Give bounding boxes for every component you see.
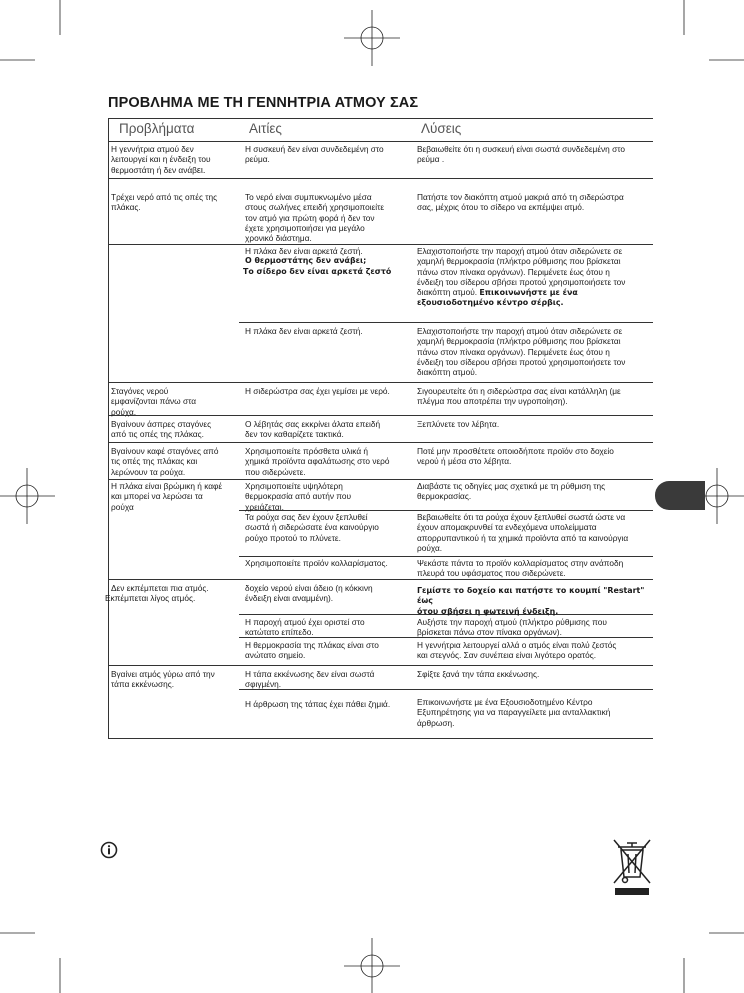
troubleshooting-table xyxy=(105,118,653,739)
crossed-out-bin-icon xyxy=(611,837,653,901)
problem-cell: Βγαίνουν άσπρες σταγόνες από τις οπές της πλάκας. xyxy=(111,419,212,440)
cause-cell: Η πλάκα δεν είναι αρκετά ζεστή. Ο θερμοστάτης δεν ανάβει; Το σίδερο δεν είναι αρκετά ζεστό xyxy=(243,246,392,276)
solution-cell: Πατήστε τον διακόπτη ατμού μακριά από τη σιδερώστρα σας, μέχρις ότου το σίδερο να εκπέμψει ατμό. xyxy=(417,192,624,213)
cause-cell: Η θερμοκρασία της πλάκας είναι στο ανώτατο σημείο. xyxy=(245,640,379,661)
solution-cell: Επικοινωνήστε με ένα Εξουσιοδοτημένο Κέντρο Εξυπηρέτησης για να παραγγείλετε μια ανταλλακτική άρθρωση. xyxy=(417,697,611,728)
cause-cell: Η σιδερώστρα σας έχει γεμίσει με νερό. xyxy=(245,386,390,396)
cause-cell: δοχείο νερού είναι άδειο (η κόκκινη ένδειξη είναι αναμμένη). xyxy=(245,583,373,604)
table-top-border xyxy=(109,118,653,119)
row-divider xyxy=(239,322,653,323)
row-divider xyxy=(109,442,653,443)
solution-cell: Αυξήστε την παροχή ατμού (πλήκτρο ρύθμισης που βρίσκεται πάνω στον πίνακα οργάνων). xyxy=(417,617,607,638)
row-divider xyxy=(109,244,653,245)
cause-cell: Χρησιμοποιείτε πρόσθετα υλικά ή χημικά προϊόντα αφαλάτωσης στο νερό που σιδερώνετε. xyxy=(245,446,390,477)
solution-cell: Βεβαιωθείτε ότι τα ρούχα έχουν ξεπλυθεί σωστά ώστε να έχουν απομακρυνθεί τα ενδεχόμενα υπολείμματα απορρυπαντικού ή τα χημικά προϊόντα από τα καινούργια ρούχα. xyxy=(417,512,629,553)
solution-cell: Βεβαιωθείτε ότι η συσκευή είναι σωστά συνδεδεμένη στο ρεύμα . xyxy=(417,144,625,165)
problem-cell: Δεν εκπέμπεται πια ατμός. Εκπέμπεται λίγος ατμός. xyxy=(105,583,209,604)
solution-cell: Ελαχιστοποιήστε την παροχή ατμού όταν σιδερώνετε σε χαμηλή θερμοκρασία (πλήκτρο ρύθμισης που βρίσκεται πάνω στον πίνακα οργάνων). Περιμένετε έως ότου η ένδειξη του σίδερου σβήσει προτού χρησιμοποιήσετε τον διακόπτη ατμού. Επικοινωνήστε με ένα εξουσιοδοτημένο κέντρο σέρβις. xyxy=(417,246,626,308)
solution-cell: Ποτέ μην προσθέτετε οποιοδήποτε προϊόν στο δοχείο νερού ή μέσα στο λέβητα. xyxy=(417,446,614,467)
solution-cell: Ψεκάστε πάντα το προϊόν κολλαρίσματος στην ανάποδη πλευρά του υφάσματος που σιδερώνετε. xyxy=(417,558,624,579)
cause-cell: Χρησιμοποιείτε υψηλότερη θερμοκρασία από αυτήν που χρειάζεται. xyxy=(245,481,352,512)
row-divider xyxy=(109,479,653,480)
problem-cell: Βγαίνει ατμός γύρω από την τάπα εκκένωσης. xyxy=(111,669,215,690)
solution-cell: Διαβάστε τις οδηγίες μας σχετικά με τη ρύθμιση της θερμοκρασίας. xyxy=(417,481,606,502)
header-solutions: Λύσεις xyxy=(421,121,462,136)
cause-cell: Χρησιμοποιείτε προϊόν κολλαρίσματος. xyxy=(245,558,388,568)
problem-cell: Η πλάκα είναι βρώμικη ή καφέ και μπορεί να λερώσει τα ρούχα xyxy=(111,481,223,512)
cause-cell: Η παροχή ατμού έχει οριστεί στο κατώτατο επίπεδο. xyxy=(245,617,365,638)
solution-cell: Η γεννήτρια λειτουργεί αλλά ο ατμός είναι πολύ ζεστός και στεγνός. Σαν συνέπεια είναι λιγότερο ορατός. xyxy=(417,640,617,661)
page-title: ΠΡΟΒΛΗΜΑ ΜΕ ΤΗ ΓΕΝΝΗΤΡΙΑ ΑΤΜΟΥ ΣΑΣ xyxy=(108,95,419,111)
solution-cell: Γεμίστε το δοχείο και πατήστε το κουμπί "Restart" έως ότου σβήσει η φωτεινή ένδειξη. xyxy=(417,586,645,616)
header-problems: Προβλήματα xyxy=(119,121,195,136)
solution-cell: Σιγουρευτείτε ότι η σιδερώστρα σας είναι κατάλληλη (με πλέγμα που αποτρέπει την υγροποίηση). xyxy=(417,386,621,407)
problem-cell: Σταγόνες νερού εμφανίζονται πάνω στα ρούχα. xyxy=(111,386,197,417)
problem-cell: Τρέχει νερό από τις οπές της πλάκας. xyxy=(111,192,218,213)
language-tab xyxy=(655,481,705,510)
solution-cell: Ξεπλύνετε τον λέβητα. xyxy=(417,419,500,429)
cause-cell: Η άρθρωση της τάπας έχει πάθει ζημιά. xyxy=(245,699,391,709)
row-divider xyxy=(109,178,653,179)
solution-cell: Σφίξτε ξανά την τάπα εκκένωσης. xyxy=(417,669,540,679)
row-divider xyxy=(109,665,653,666)
cause-cell: Η συσκευή δεν είναι συνδεδεμένη στο ρεύμα. xyxy=(245,144,384,165)
header-divider xyxy=(109,141,653,142)
cause-cell: Η πλάκα δεν είναι αρκετά ζεστή. xyxy=(245,326,363,336)
cause-cell: Η τάπα εκκένωσης δεν είναι σωστά σφιγμένη. xyxy=(245,669,375,690)
header-causes: Αιτίες xyxy=(249,121,282,136)
solution-cell: Ελαχιστοποιήστε την παροχή ατμού όταν σιδερώνετε σε χαμηλή θερμοκρασία (πλήκτρο ρύθμισης που βρίσκεται πάνω στον πίνακα οργάνων). Περιμένετε έως ότου η ένδειξη του σίδερου σβήσει προτού χρησιμοποιήσετε τον διακόπτη ατμού. xyxy=(417,326,626,378)
problem-cell: Η γεννήτρια ατμού δεν λειτουργεί και η ένδειξη του θερμοστάτη ή δεν ανάβει. xyxy=(111,144,211,175)
cause-cell: Το νερό είναι συμπυκνωμένο μέσα στους σωλήνες επειδή χρησιμοποιείτε τον ατμό για πρώτη φορά ή δεν τον έχετε χρησιμοποιήσει για μεγάλο χρονικό διάστημα. xyxy=(245,192,385,244)
row-divider xyxy=(109,579,653,580)
row-divider xyxy=(239,556,653,557)
row-divider xyxy=(109,382,653,383)
cause-cell: Τα ρούχα σας δεν έχουν ξεπλυθεί σωστά ή σιδερώσατε ένα καινούργιο ρούχο προτού το πλύνετε. xyxy=(245,512,379,543)
info-icon xyxy=(100,841,118,859)
cause-cell: Ο λέβητάς σας εκκρίνει άλατα επειδή δεν τον καθαρίζετε τακτικά. xyxy=(245,419,381,440)
problem-cell: Βγαίνουν καφέ σταγόνες από τις οπές της πλάκας και λερώνουν τα ρούχα. xyxy=(111,446,219,477)
